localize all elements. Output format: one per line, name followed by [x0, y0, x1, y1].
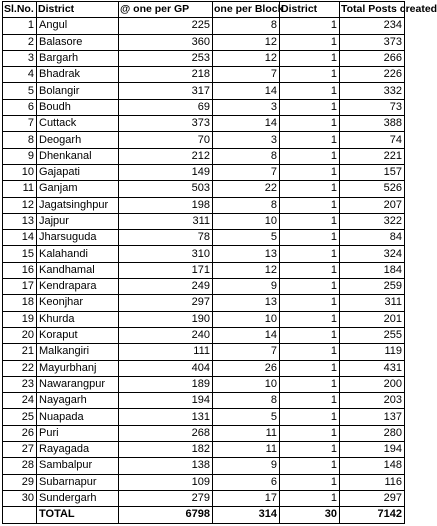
total-posts-cell: 221: [340, 148, 405, 164]
sl-no-cell: 21: [3, 344, 37, 360]
one-per-gp-cell: 253: [119, 50, 213, 66]
one-per-gp-cell: 70: [119, 132, 213, 148]
district-cell: Kendrapara: [37, 279, 119, 295]
district-posts-cell: 1: [280, 181, 340, 197]
sl-no-cell: 24: [3, 393, 37, 409]
sl-no-cell: 25: [3, 409, 37, 425]
total-posts-cell: 194: [340, 442, 405, 458]
one-per-block-cell: 3: [213, 132, 280, 148]
header-total-posts: Total Posts created: [340, 2, 405, 18]
table-body: [3, 18, 405, 523]
district-posts-cell: 1: [280, 50, 340, 66]
district-posts-cell: 1: [280, 442, 340, 458]
total-posts-cell: 148: [340, 458, 405, 474]
district-cell: Angul: [37, 18, 119, 34]
one-per-gp-cell: 138: [119, 458, 213, 474]
district-posts-cell: 1: [280, 148, 340, 164]
one-per-gp-cell: 317: [119, 83, 213, 99]
district-cell: Bhadrak: [37, 67, 119, 83]
total-posts-cell: 259: [340, 279, 405, 295]
header-one-per-gp: @ one per GP: [119, 2, 213, 18]
total-posts-cell: 373: [340, 34, 405, 50]
one-per-gp-cell: 404: [119, 360, 213, 376]
one-per-gp-cell: 240: [119, 327, 213, 343]
district-posts-cell: 1: [280, 262, 340, 278]
district-cell: Khurda: [37, 311, 119, 327]
sl-no-cell: 15: [3, 246, 37, 262]
district-posts-cell: 1: [280, 34, 340, 50]
one-per-block-cell: 12: [213, 50, 280, 66]
district-posts-cell: 1: [280, 311, 340, 327]
total-posts-cell: 74: [340, 132, 405, 148]
table-row: [3, 327, 405, 343]
district-cell: Koraput: [37, 327, 119, 343]
district-posts-cell: 1: [280, 230, 340, 246]
one-per-gp-cell: 503: [119, 181, 213, 197]
one-per-block-cell: 14: [213, 83, 280, 99]
sl-no-cell: 8: [3, 132, 37, 148]
table-row: [3, 99, 405, 115]
table-row: [3, 67, 405, 83]
district-cell: Dhenkanal: [37, 148, 119, 164]
one-per-block-cell: 22: [213, 181, 280, 197]
total-posts-cell: 73: [340, 99, 405, 115]
total-block-cell: 314: [213, 507, 280, 523]
one-per-gp-cell: 149: [119, 164, 213, 180]
table-row: [3, 18, 405, 34]
one-per-gp-cell: 297: [119, 295, 213, 311]
district-posts-cell: 1: [280, 67, 340, 83]
district-cell: Ganjam: [37, 181, 119, 197]
district-cell: Kalahandi: [37, 246, 119, 262]
total-posts-cell: 7142: [340, 507, 405, 523]
one-per-block-cell: 5: [213, 230, 280, 246]
table-row: [3, 393, 405, 409]
one-per-gp-cell: 198: [119, 197, 213, 213]
total-posts-cell: 200: [340, 376, 405, 392]
table-row: [3, 425, 405, 441]
one-per-block-cell: 9: [213, 458, 280, 474]
one-per-gp-cell: 279: [119, 490, 213, 506]
one-per-block-cell: 6: [213, 474, 280, 490]
total-posts-cell: 266: [340, 50, 405, 66]
total-posts-cell: 184: [340, 262, 405, 278]
district-cell: Puri: [37, 425, 119, 441]
table-row: [3, 83, 405, 99]
district-posts-cell: 1: [280, 295, 340, 311]
one-per-block-cell: 8: [213, 393, 280, 409]
district-cell: Boudh: [37, 99, 119, 115]
table-row: [3, 213, 405, 229]
total-posts-cell: 116: [340, 474, 405, 490]
table-row: [3, 116, 405, 132]
one-per-gp-cell: 268: [119, 425, 213, 441]
table-row: [3, 262, 405, 278]
district-posts-cell: 1: [280, 344, 340, 360]
district-posts-cell: 1: [280, 18, 340, 34]
sl-no-cell: 11: [3, 181, 37, 197]
sl-no-cell: 1: [3, 18, 37, 34]
total-district-cell: 30: [280, 507, 340, 523]
sl-no-cell: 18: [3, 295, 37, 311]
one-per-block-cell: 26: [213, 360, 280, 376]
one-per-block-cell: 8: [213, 197, 280, 213]
table-row: [3, 360, 405, 376]
one-per-block-cell: 7: [213, 67, 280, 83]
table-row: [3, 311, 405, 327]
header-row: [3, 2, 405, 18]
total-posts-cell: 431: [340, 360, 405, 376]
sl-no-cell: 28: [3, 458, 37, 474]
sl-no-cell: 30: [3, 490, 37, 506]
one-per-gp-cell: 131: [119, 409, 213, 425]
total-posts-cell: 324: [340, 246, 405, 262]
table-row: [3, 50, 405, 66]
total-gp-cell: 6798: [119, 507, 213, 523]
one-per-block-cell: 11: [213, 442, 280, 458]
one-per-gp-cell: 78: [119, 230, 213, 246]
one-per-block-cell: 9: [213, 279, 280, 295]
sl-no-cell: 29: [3, 474, 37, 490]
sl-no-cell: 19: [3, 311, 37, 327]
total-posts-cell: 201: [340, 311, 405, 327]
district-cell: Deogarh: [37, 132, 119, 148]
one-per-block-cell: 7: [213, 344, 280, 360]
district-posts-cell: 1: [280, 197, 340, 213]
table-row: [3, 246, 405, 262]
total-posts-cell: 207: [340, 197, 405, 213]
total-posts-cell: 119: [340, 344, 405, 360]
district-posts-cell: 1: [280, 164, 340, 180]
district-cell: Jajpur: [37, 213, 119, 229]
district-cell: Keonjhar: [37, 295, 119, 311]
table-row: [3, 295, 405, 311]
district-posts-cell: 1: [280, 246, 340, 262]
table-row: [3, 442, 405, 458]
table-row: [3, 474, 405, 490]
one-per-block-cell: 7: [213, 164, 280, 180]
sl-no-cell: 4: [3, 67, 37, 83]
district-posts-cell: 1: [280, 458, 340, 474]
total-posts-cell: 226: [340, 67, 405, 83]
total-posts-cell: 322: [340, 213, 405, 229]
district-posts-cell: 1: [280, 83, 340, 99]
sl-no-cell: 9: [3, 148, 37, 164]
one-per-block-cell: 11: [213, 425, 280, 441]
district-cell: Jharsuguda: [37, 230, 119, 246]
table-row: [3, 34, 405, 50]
district-posts-cell: 1: [280, 132, 340, 148]
one-per-gp-cell: 373: [119, 116, 213, 132]
total-posts-cell: 388: [340, 116, 405, 132]
district-posts-cell: 1: [280, 279, 340, 295]
total-posts-cell: 157: [340, 164, 405, 180]
one-per-block-cell: 10: [213, 376, 280, 392]
total-posts-cell: 255: [340, 327, 405, 343]
district-posts-cell: 1: [280, 360, 340, 376]
district-posts-cell: 1: [280, 474, 340, 490]
total-posts-cell: 203: [340, 393, 405, 409]
header-one-per-block: one per Block: [213, 2, 280, 18]
one-per-block-cell: 14: [213, 327, 280, 343]
total-row: [3, 507, 405, 523]
sl-no-cell: 3: [3, 50, 37, 66]
table-row: [3, 458, 405, 474]
one-per-gp-cell: 189: [119, 376, 213, 392]
total-posts-cell: 332: [340, 83, 405, 99]
one-per-block-cell: 13: [213, 295, 280, 311]
sl-no-cell: 22: [3, 360, 37, 376]
one-per-gp-cell: 109: [119, 474, 213, 490]
table-row: [3, 132, 405, 148]
table-row: [3, 409, 405, 425]
sl-no-cell: 23: [3, 376, 37, 392]
district-cell: Gajapati: [37, 164, 119, 180]
table-row: [3, 344, 405, 360]
one-per-block-cell: 14: [213, 116, 280, 132]
total-posts-cell: 137: [340, 409, 405, 425]
header-district: District: [37, 2, 119, 18]
total-posts-cell: 234: [340, 18, 405, 34]
district-posts-cell: 1: [280, 99, 340, 115]
sl-no-cell: 13: [3, 213, 37, 229]
district-posts-table: [2, 1, 437, 524]
sl-no-cell: 10: [3, 164, 37, 180]
one-per-block-cell: 10: [213, 213, 280, 229]
table-row: [3, 197, 405, 213]
table-row: [3, 181, 405, 197]
total-posts-cell: 297: [340, 490, 405, 506]
sl-no-cell: 17: [3, 279, 37, 295]
one-per-block-cell: 12: [213, 262, 280, 278]
table-row: [3, 230, 405, 246]
district-cell: Sambalpur: [37, 458, 119, 474]
total-posts-cell: 526: [340, 181, 405, 197]
table-row: [3, 376, 405, 392]
total-sl-cell: [3, 507, 37, 523]
one-per-block-cell: 8: [213, 148, 280, 164]
sl-no-cell: 6: [3, 99, 37, 115]
one-per-block-cell: 17: [213, 490, 280, 506]
sl-no-cell: 5: [3, 83, 37, 99]
sl-no-cell: 16: [3, 262, 37, 278]
header-district-posts: District: [280, 2, 340, 18]
district-posts-cell: 1: [280, 393, 340, 409]
sl-no-cell: 20: [3, 327, 37, 343]
one-per-block-cell: 10: [213, 311, 280, 327]
district-cell: Kandhamal: [37, 262, 119, 278]
one-per-gp-cell: 360: [119, 34, 213, 50]
table-row: [3, 279, 405, 295]
district-posts-cell: 1: [280, 425, 340, 441]
district-cell: Balasore: [37, 34, 119, 50]
one-per-gp-cell: 311: [119, 213, 213, 229]
sl-no-cell: 2: [3, 34, 37, 50]
district-cell: Nuapada: [37, 409, 119, 425]
district-posts-cell: 1: [280, 327, 340, 343]
total-posts-cell: 84: [340, 230, 405, 246]
district-cell: Cuttack: [37, 116, 119, 132]
one-per-gp-cell: 225: [119, 18, 213, 34]
total-posts-cell: 311: [340, 295, 405, 311]
district-cell: Sundergarh: [37, 490, 119, 506]
one-per-block-cell: 3: [213, 99, 280, 115]
header-sl-no: Sl.No.: [3, 2, 37, 18]
district-cell: Subarnapur: [37, 474, 119, 490]
district-posts-cell: 1: [280, 116, 340, 132]
one-per-block-cell: 13: [213, 246, 280, 262]
sl-no-cell: 12: [3, 197, 37, 213]
one-per-gp-cell: 194: [119, 393, 213, 409]
district-cell: Bolangir: [37, 83, 119, 99]
one-per-block-cell: 5: [213, 409, 280, 425]
one-per-gp-cell: 190: [119, 311, 213, 327]
district-posts-cell: 1: [280, 376, 340, 392]
sl-no-cell: 14: [3, 230, 37, 246]
district-posts-cell: 1: [280, 213, 340, 229]
district-cell: Nawarangpur: [37, 376, 119, 392]
district-cell: Jagatsinghpur: [37, 197, 119, 213]
table-row: [3, 148, 405, 164]
district-cell: Malkangiri: [37, 344, 119, 360]
table-row: [3, 490, 405, 506]
one-per-block-cell: 8: [213, 18, 280, 34]
sl-no-cell: 7: [3, 116, 37, 132]
district-posts-cell: 1: [280, 490, 340, 506]
one-per-gp-cell: 171: [119, 262, 213, 278]
district-cell: Mayurbhanj: [37, 360, 119, 376]
total-posts-cell: 280: [340, 425, 405, 441]
one-per-gp-cell: 69: [119, 99, 213, 115]
one-per-gp-cell: 310: [119, 246, 213, 262]
district-cell: Bargarh: [37, 50, 119, 66]
district-posts-cell: 1: [280, 409, 340, 425]
one-per-gp-cell: 182: [119, 442, 213, 458]
district-cell: Rayagada: [37, 442, 119, 458]
total-label-cell: TOTAL: [37, 507, 119, 523]
table-row: [3, 164, 405, 180]
sl-no-cell: 26: [3, 425, 37, 441]
one-per-gp-cell: 212: [119, 148, 213, 164]
one-per-gp-cell: 111: [119, 344, 213, 360]
one-per-gp-cell: 249: [119, 279, 213, 295]
one-per-gp-cell: 218: [119, 67, 213, 83]
sl-no-cell: 27: [3, 442, 37, 458]
district-cell: Nayagarh: [37, 393, 119, 409]
one-per-block-cell: 12: [213, 34, 280, 50]
